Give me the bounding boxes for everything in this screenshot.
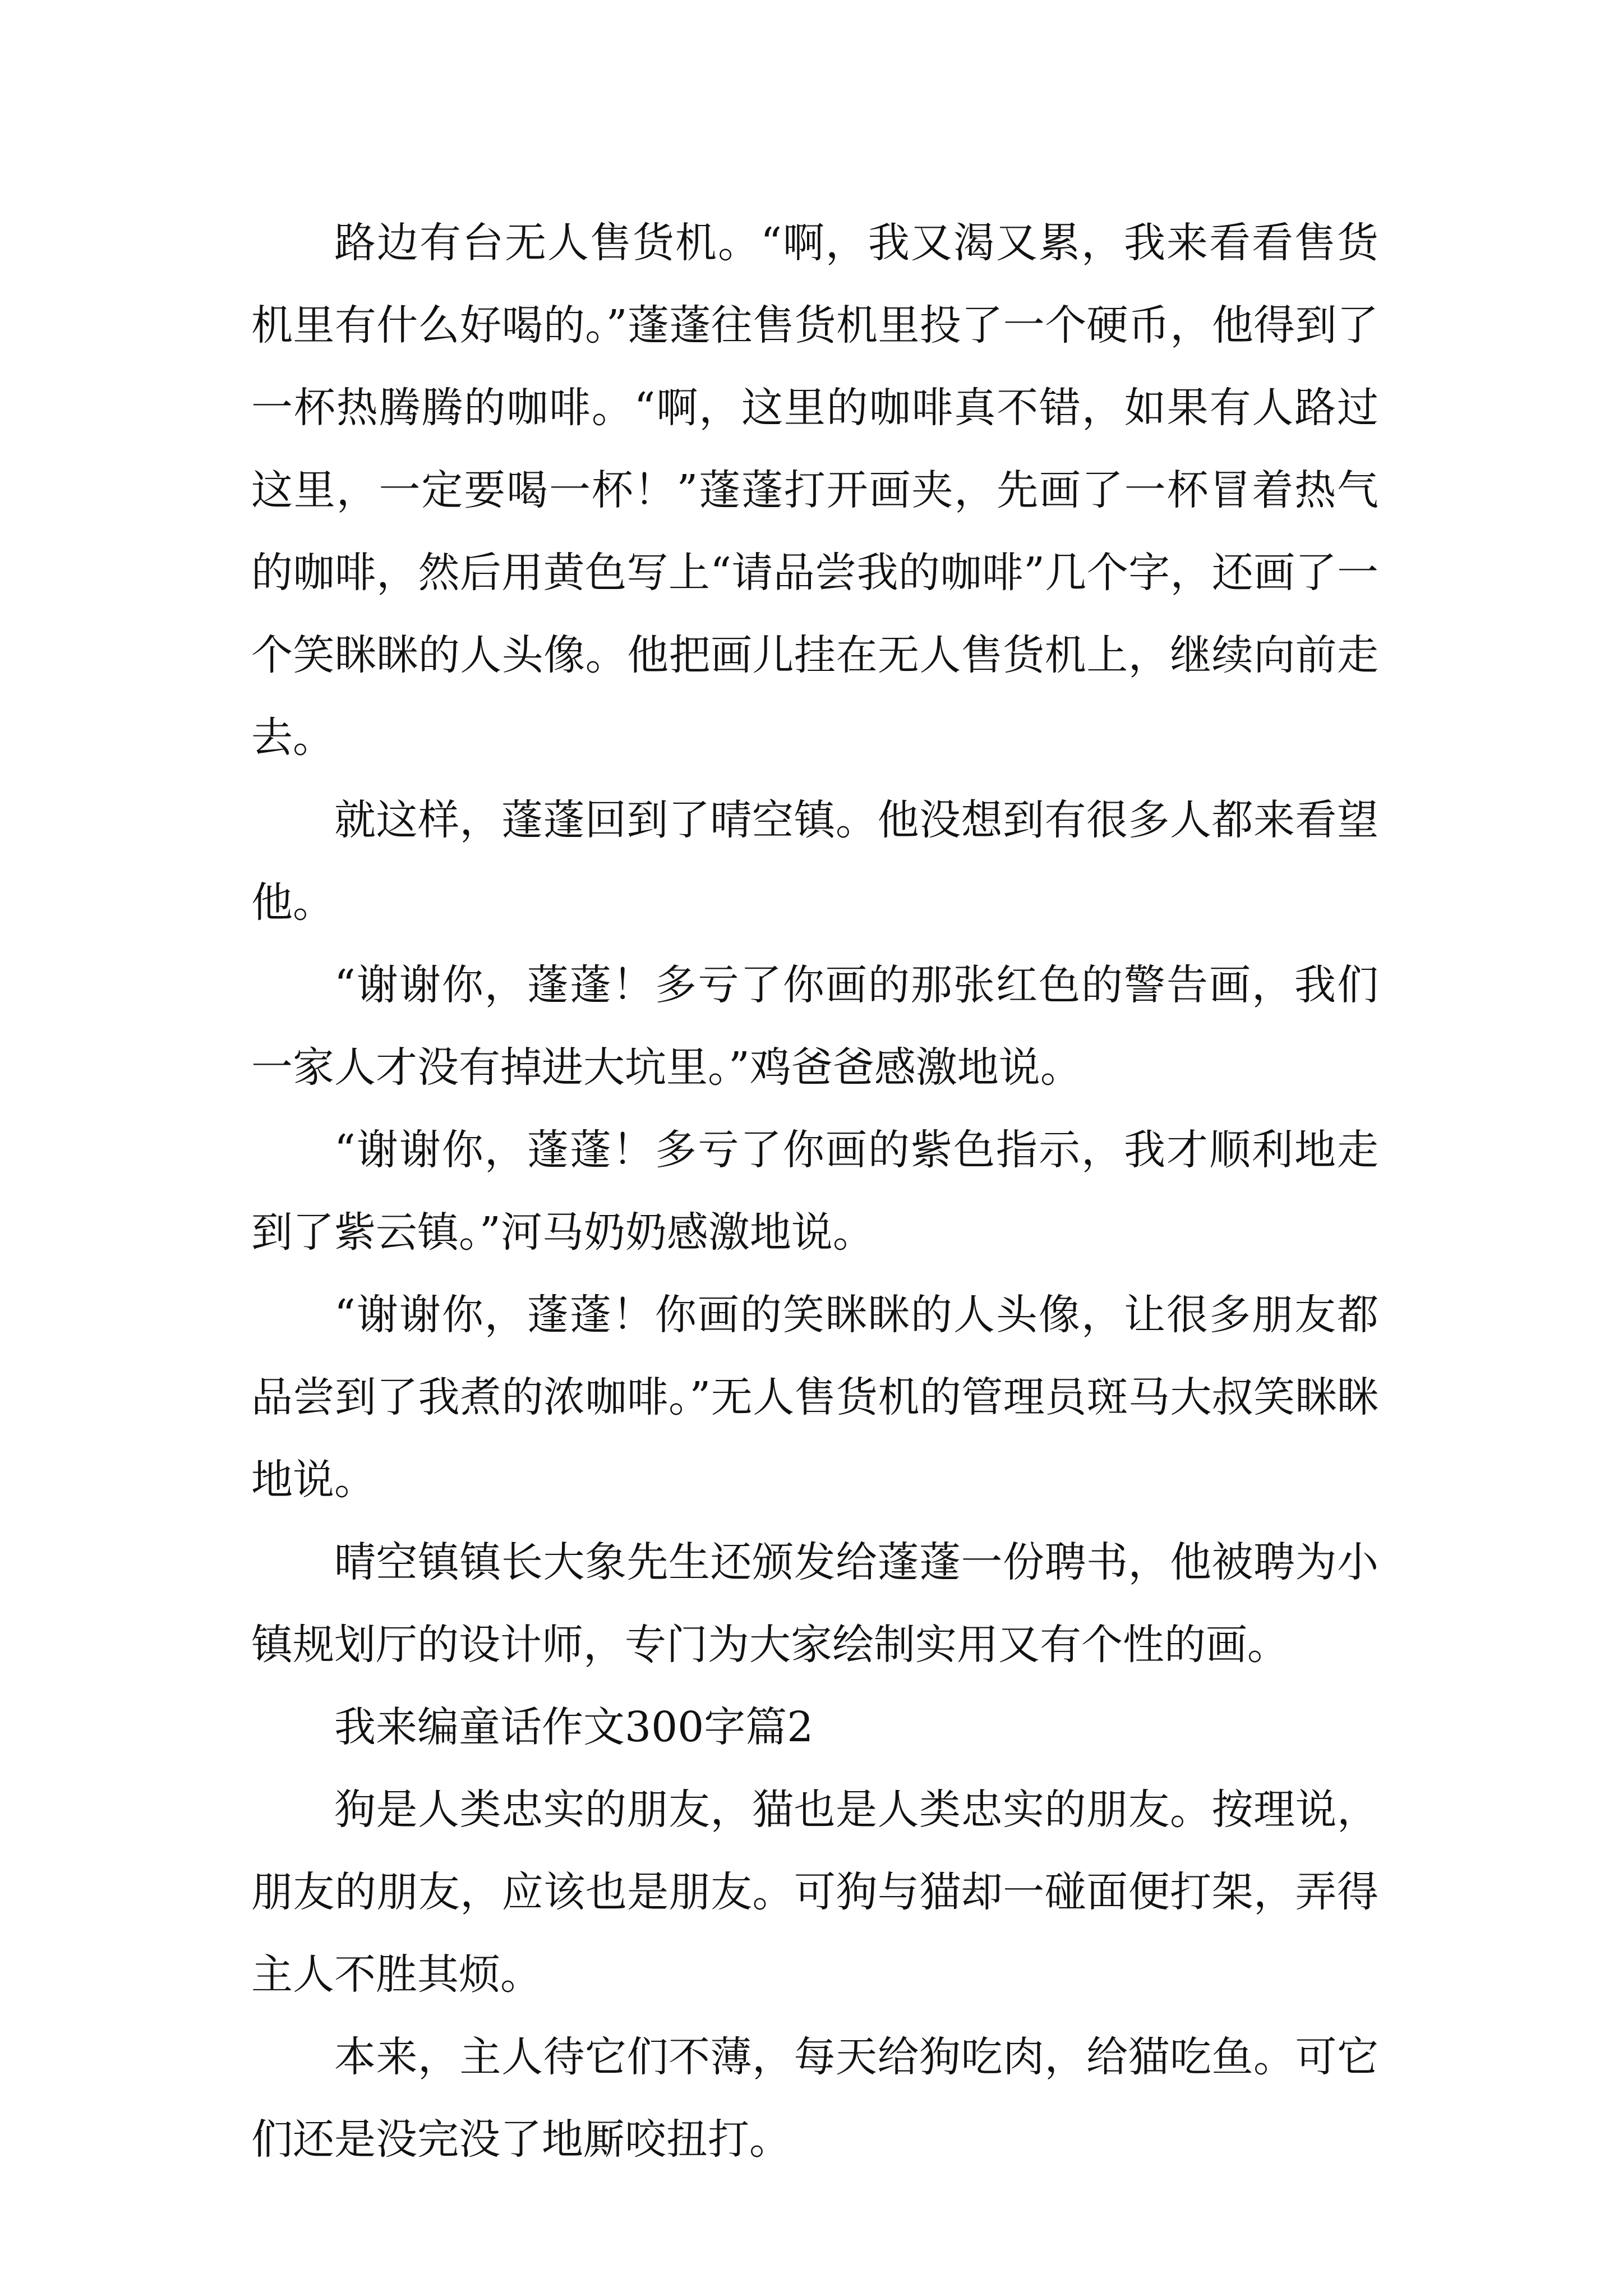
body-text xyxy=(251,202,1378,2181)
paragraph: 本来，主人待它们不薄，每天给狗吃肉，给猫吃鱼。可它们还是没完没了地厮咬扭打。 xyxy=(251,2033,1378,2164)
paragraph: “谢谢你，蓬蓬！多亏了你画的那张红色的警告画，我们一家人才没有掉进大坑里。”鸡爸爸感激地说。 xyxy=(251,961,1378,1092)
paragraph: “谢谢你，蓬蓬！多亏了你画的紫色指示，我才顺利地走到了紫云镇。”河马奶奶感激地说。 xyxy=(251,1126,1378,1257)
section-heading: 我来编童话作文300字篇2 xyxy=(334,1703,814,1751)
paragraph: 晴空镇镇长大象先生还颁发给蓬蓬一份聘书，他被聘为小镇规划厅的设计师，专门为大家绘制实用又有个性的画。 xyxy=(251,1538,1378,1669)
paragraph: “谢谢你，蓬蓬！你画的笑眯眯的人头像，让很多朋友都品尝到了我煮的浓咖啡。”无人售货机的管理员斑马大叔笑眯眯地说。 xyxy=(251,1291,1378,1504)
paragraph: 就这样，蓬蓬回到了晴空镇。他没想到有很多人都来看望他。 xyxy=(251,796,1378,927)
paragraph: 路边有台无人售货机。“啊，我又渴又累，我来看看售货机里有什么好喝的。”蓬蓬往售货机里投了一个硬币，他得到了一杯热腾腾的咖啡。“啊，这里的咖啡真不错，如果有人路过这里，一定要喝一杯！”蓬蓬打开画夹，先画了一杯冒着热气的咖啡，然后用黄色写上“请品尝我的咖啡”几个字，还画了一个笑眯眯的人头像。他把画儿挂在无人售货机上，继续向前走去。 xyxy=(251,219,1378,762)
paragraph: 狗是人类忠实的朋友，猫也是人类忠实的朋友。按理说，朋友的朋友，应该也是朋友。可狗与猫却一碰面便打架，弄得主人不胜其烦。 xyxy=(251,1786,1378,1999)
